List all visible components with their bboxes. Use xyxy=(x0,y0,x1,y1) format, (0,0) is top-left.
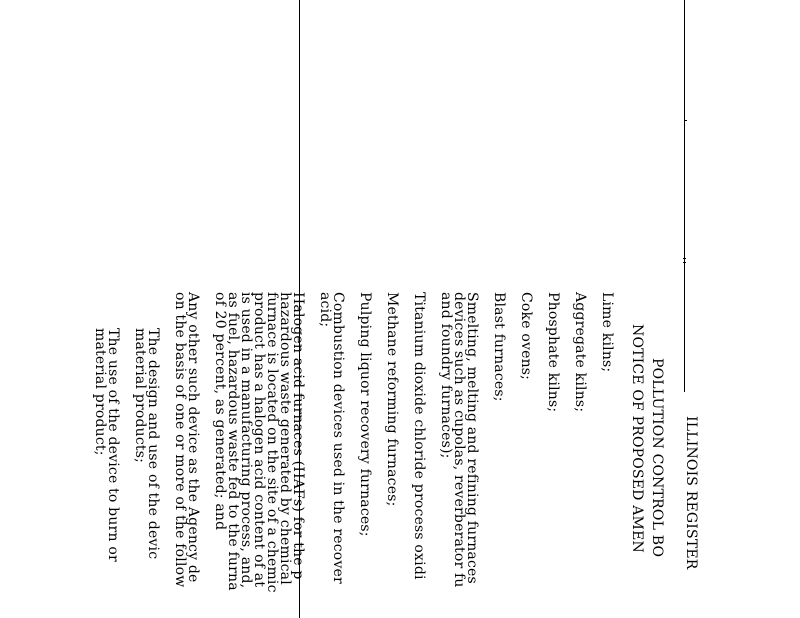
list-item: Halogen acid furnaces (HAFs) for the p xyxy=(290,292,306,580)
sub-item: material product; xyxy=(92,328,108,456)
list-item: Any other such device as the Agency de xyxy=(185,292,201,583)
list-item: Titanium dioxide chloride process oxidi xyxy=(411,292,427,580)
list-item: Blast furnaces; xyxy=(491,292,507,402)
board-title: POLLUTION CONTROL BO xyxy=(649,358,665,558)
header-top-rule xyxy=(684,0,685,392)
list-item: Pulping liquor recovery furnaces; xyxy=(357,292,373,537)
list-item: product has a halogen acid content of at xyxy=(251,292,267,588)
list-item: Methane reforming furnaces; xyxy=(384,292,400,507)
list-item: Coke ovens; xyxy=(518,292,534,381)
list-item: as fuel, hazardous waste fed to the furna xyxy=(225,292,241,591)
list-item: devices such as cupolas, reverberator fu xyxy=(451,292,467,588)
sub-item: material products; xyxy=(132,328,148,464)
rule-tick xyxy=(683,262,686,263)
list-item: Lime kilns; xyxy=(599,292,615,373)
list-item: acid; xyxy=(317,292,333,328)
list-item: Smelting, melting and refining furnaces xyxy=(464,292,480,584)
list-item: furnace is located on the site of a chemic xyxy=(264,292,280,593)
sub-item: The use of the device to burn or xyxy=(105,328,121,562)
notice-title: NOTICE OF PROPOSED AMEN xyxy=(629,324,645,553)
list-item: hazardous waste generated by chemical xyxy=(277,292,293,585)
list-item: Combustion devices used in the recover xyxy=(330,292,346,584)
list-item: on the basis of one or more of the follow xyxy=(172,292,188,588)
list-item: of 20 percent, as generated; and xyxy=(212,292,228,531)
list-item: is used in a manufacturing process, and, xyxy=(238,292,254,589)
rule-tick xyxy=(683,258,686,259)
list-item: and foundry furnaces); xyxy=(438,292,454,459)
register-title: ILLINOIS REGISTER xyxy=(683,416,699,570)
list-item: Phosphate kilns; xyxy=(545,292,561,413)
sub-item: The design and use of the devic xyxy=(145,328,161,560)
list-item: Aggregate kilns; xyxy=(572,292,588,413)
